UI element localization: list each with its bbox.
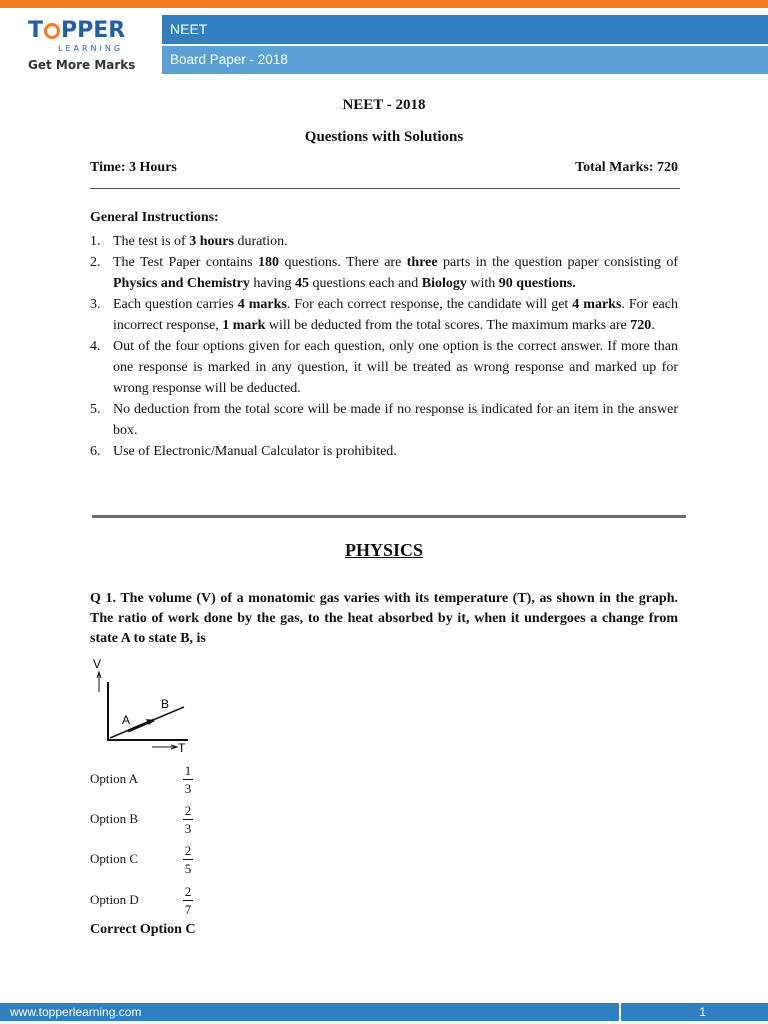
instruction-text: questions each and bbox=[309, 276, 422, 291]
option-d-fraction bbox=[182, 883, 194, 918]
option-a-label: Option A bbox=[90, 771, 139, 786]
logo-tagline: Get More Marks bbox=[28, 58, 136, 72]
option-d-denominator: 7 bbox=[184, 902, 192, 917]
graph-point-b: B bbox=[161, 697, 170, 711]
instruction-text: . For each incorrect response, bbox=[113, 297, 678, 333]
header-exam-bar bbox=[162, 15, 768, 44]
instruction-text: The test is of bbox=[113, 234, 190, 249]
option-b-fraction bbox=[182, 802, 194, 837]
header-paper-bar bbox=[162, 46, 768, 74]
instruction-text: with bbox=[466, 276, 499, 291]
option-d-label: Option D bbox=[90, 892, 139, 907]
footer-separator bbox=[619, 1003, 621, 1021]
instruction-number: 6. bbox=[90, 444, 101, 459]
instruction-text: . bbox=[651, 318, 655, 333]
instruction-text: duration. bbox=[233, 234, 288, 249]
graph-point-a: A bbox=[122, 713, 131, 727]
instruction-text: Each question carries bbox=[113, 297, 238, 312]
section-divider bbox=[92, 515, 686, 518]
volume-temperature-graph bbox=[88, 654, 198, 754]
instruction-item bbox=[90, 441, 678, 462]
instruction-text: Biology bbox=[421, 276, 467, 291]
instruction-text: parts in the question paper consisting of bbox=[437, 255, 679, 270]
instruction-text: 1 mark bbox=[222, 318, 266, 333]
instruction-item bbox=[90, 231, 678, 252]
instruction-text: 4 marks bbox=[572, 297, 622, 312]
footer-bar bbox=[0, 1003, 768, 1021]
instruction-item bbox=[90, 399, 678, 441]
top-accent-stripe bbox=[0, 0, 768, 8]
instruction-text: 180 bbox=[258, 255, 280, 270]
instruction-text: 720 bbox=[630, 318, 652, 333]
instructions-list bbox=[90, 231, 678, 462]
graph-x-axis-label: T bbox=[178, 741, 186, 754]
instruction-number: 5. bbox=[90, 402, 101, 417]
instruction-text: . For each correct response, the candidate will get bbox=[286, 297, 573, 312]
instruction-text: 45 bbox=[295, 276, 310, 291]
graph-y-axis-label: V bbox=[93, 657, 102, 671]
option-c-fraction bbox=[182, 842, 194, 877]
instruction-text: Physics and Chemistry bbox=[113, 276, 250, 291]
time-info: Time: 3 Hours bbox=[90, 160, 177, 175]
instruction-item bbox=[90, 336, 678, 399]
instruction-number: 1. bbox=[90, 234, 101, 249]
instruction-text: will be deducted from the total scores. The maximum marks are bbox=[265, 318, 631, 333]
page-number: 1 bbox=[699, 1005, 706, 1019]
instruction-text: Use of Electronic/Manual Calculator is prohibited. bbox=[113, 444, 397, 459]
instruction-text: three bbox=[406, 255, 438, 270]
instruction-number: 3. bbox=[90, 297, 101, 312]
instruction-text: 90 questions. bbox=[498, 276, 576, 291]
total-marks-info: Total Marks: 720 bbox=[575, 160, 678, 175]
header-divider bbox=[90, 188, 680, 189]
logo-o-ring-icon bbox=[44, 23, 60, 39]
logo-subtext: LEARNING bbox=[58, 44, 124, 53]
option-c-numerator: 2 bbox=[184, 843, 192, 858]
instruction-text: 3 hours bbox=[189, 234, 234, 249]
option-a-fraction bbox=[182, 762, 194, 797]
option-a-numerator: 1 bbox=[184, 763, 192, 778]
header-exam-label: NEET bbox=[170, 21, 208, 37]
instruction-text: 4 marks bbox=[237, 297, 287, 312]
option-b-denominator: 3 bbox=[184, 821, 192, 836]
option-a-denominator: 3 bbox=[184, 781, 192, 796]
question-text: Q 1. The volume (V) of a monatomic gas varies with its temperature (T), as shown in the graph. The ratio of work done by the gas, to the heat absorbed by it, when it undergoes a change from state A to state B, is bbox=[90, 591, 678, 646]
instruction-text: No deduction from the total score will be made if no response is indicated for an item in the answer box. bbox=[113, 402, 678, 438]
instruction-text: questions. There are bbox=[279, 255, 407, 270]
option-b-numerator: 2 bbox=[184, 803, 192, 818]
instruction-text: The Test Paper contains bbox=[113, 255, 259, 270]
instructions-heading: General Instructions: bbox=[90, 210, 219, 225]
option-d-numerator: 2 bbox=[184, 884, 192, 899]
footer-website-link[interactable]: www.topperlearning.com bbox=[10, 1005, 142, 1019]
instruction-item bbox=[90, 252, 678, 294]
instruction-number: 4. bbox=[90, 339, 101, 354]
option-c-denominator: 5 bbox=[184, 861, 192, 876]
header-paper-label: Board Paper - 2018 bbox=[170, 52, 288, 67]
correct-option: Correct Option C bbox=[90, 922, 196, 937]
document-subtitle: Questions with Solutions bbox=[304, 129, 464, 145]
logo-wordmark: T PPER bbox=[28, 18, 126, 43]
section-title: PHYSICS bbox=[344, 540, 424, 560]
instruction-item bbox=[90, 294, 678, 336]
document-title: NEET - 2018 bbox=[342, 97, 426, 113]
option-b-label: Option B bbox=[90, 811, 139, 826]
instruction-number: 2. bbox=[90, 255, 101, 270]
topper-logo[interactable] bbox=[28, 18, 138, 78]
option-c-label: Option C bbox=[90, 851, 139, 866]
instruction-text: having bbox=[249, 276, 296, 291]
instruction-text: Out of the four options given for each question, only one option is the correct answer. If more than one response is marked in any question, it will be treated as wrong response and marked up for wrong response will be deducted. bbox=[113, 339, 678, 396]
